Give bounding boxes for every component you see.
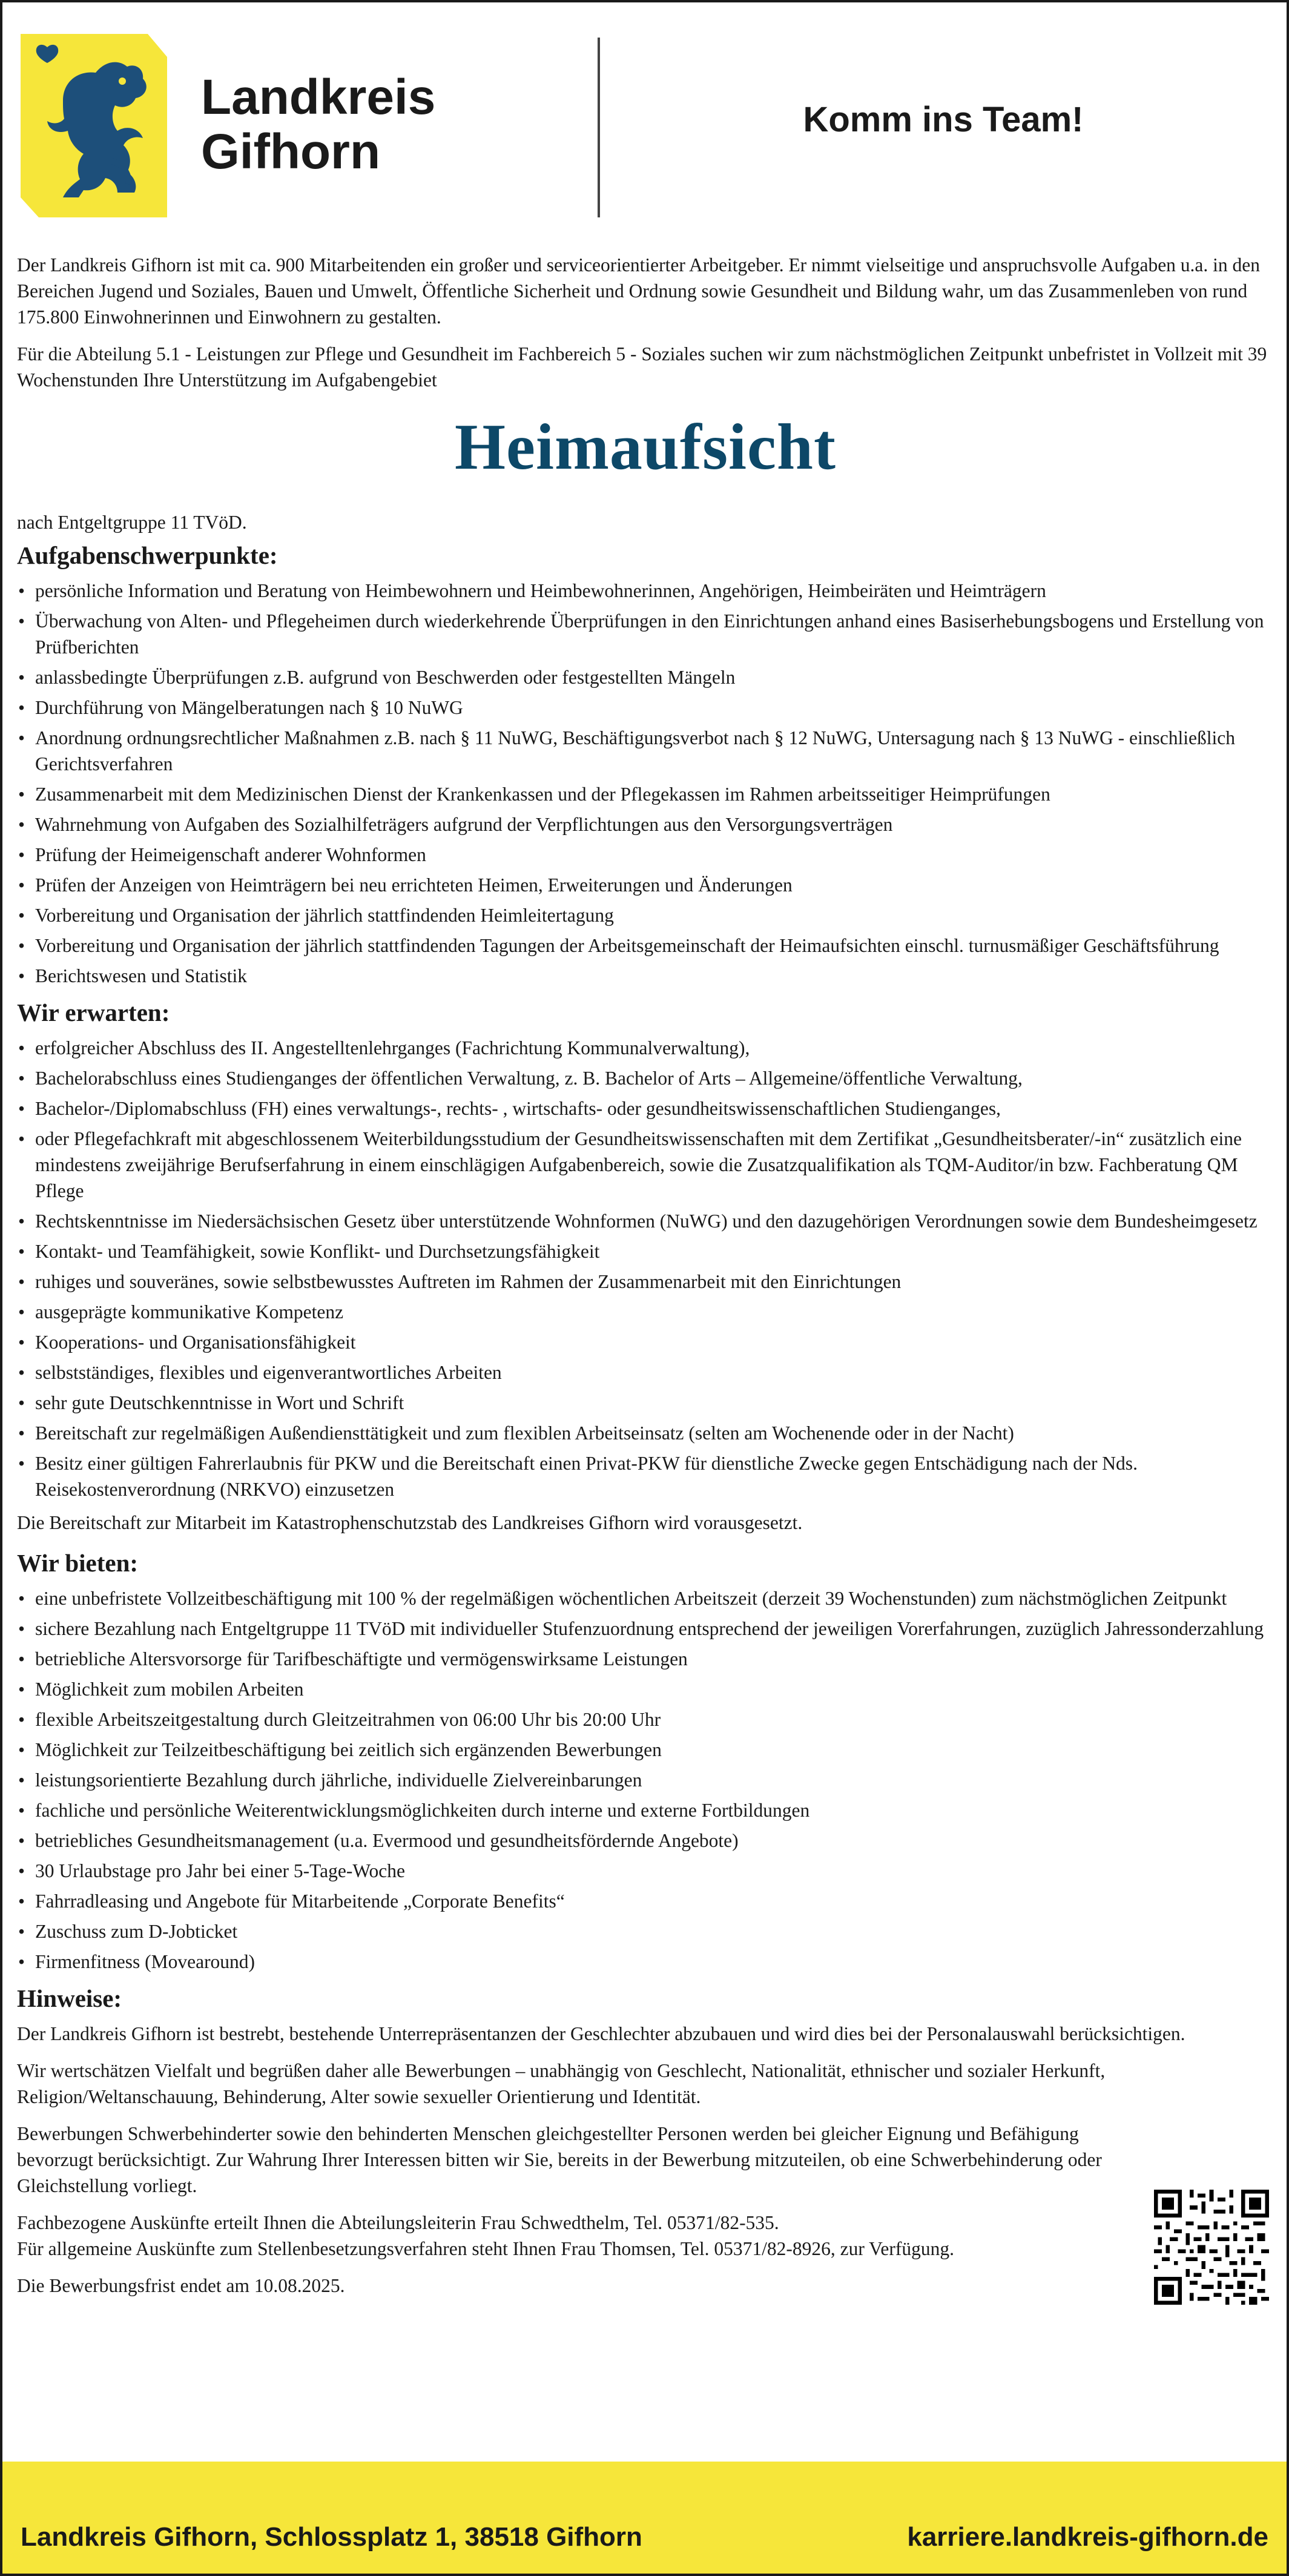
notes-paragraph-2: Wir wertschätzen Vielfalt und begrüßen daher alle Bewerbungen – unabhängig von Geschlecht, Nationalität, ethnischer und sozialer Herkunft, Religion/Weltanschauung, Behinderung, Alter sowie sexueller Orientierung und Identität. bbox=[17, 2060, 1106, 2107]
list-item: • selbstständiges, flexibles und eigenverantwortliches Arbeiten bbox=[17, 1359, 1274, 1385]
notes-heading: Hinweise: bbox=[17, 1984, 122, 2012]
list-item: • ausgeprägte kommunikative Kompetenz bbox=[17, 1299, 1274, 1325]
list-item: • ruhiges und souveränes, sowie selbstbewusstes Auftreten im Rahmen der Zusammenarbeit mit den Einrichtungen bbox=[17, 1269, 1274, 1295]
job-title: Heimaufsicht bbox=[455, 411, 836, 483]
list-item: • Bachelorabschluss eines Studienganges der öffentlichen Verwaltung, z. B. Bachelor of Arts – Allgemeine/öffentliche Verwaltung, bbox=[17, 1065, 1274, 1091]
tasks-list bbox=[17, 578, 1274, 989]
list-item: • Überwachung von Alten- und Pflegeheimen durch wiederkehrende Überprüfungen in den Einrichtungen anhand eines Basiserhebungsbogens und Erstellung von Prüfberichten bbox=[17, 608, 1274, 660]
list-item: • Besitz einer gültigen Fahrerlaubnis für PKW und die Bereitschaft einen Privat-PKW für dienstliche Zwecke gegen Entschädigung nach der Nds. Reisekostenverordnung (NRKVO) einzusetzen bbox=[17, 1450, 1274, 1502]
contact-line-1: Fachbezogene Auskünfte erteilt Ihnen die Abteilungsleiterin Frau Schwedthelm, Tel. 05371/82-535. bbox=[17, 2212, 779, 2233]
qr-code-icon[interactable] bbox=[1154, 2190, 1269, 2305]
list-item: • Vorbereitung und Organisation der jährlich stattfindenden Heimleitertagung bbox=[17, 902, 1274, 928]
contact-block bbox=[17, 2210, 1274, 2299]
expect-list bbox=[17, 1035, 1274, 1502]
list-item: • Bachelor-/Diplomabschluss (FH) eines verwaltungs-, rechts- , wirtschafts- oder gesundheitswissenschaftlichen Studienganges, bbox=[17, 1095, 1274, 1121]
list-item: • Möglichkeit zur Teilzeitbeschäftigung bei zeitlich sich ergänzenden Bewerbungen bbox=[17, 1737, 1274, 1763]
list-item: • leistungsorientierte Bezahlung durch jährliche, individuelle Zielvereinbarungen bbox=[17, 1767, 1274, 1793]
footer bbox=[2, 2462, 1287, 2574]
list-item: • Möglichkeit zum mobilen Arbeiten bbox=[17, 1676, 1274, 1702]
list-item: • Zusammenarbeit mit dem Medizinischen Dienst der Krankenkassen und der Pflegekassen im Rahmen arbeitsseitiger Heimprüfungen bbox=[17, 781, 1274, 807]
list-item: • Firmenfitness (Movearound) bbox=[17, 1949, 1274, 1975]
list-item: • eine unbefristete Vollzeitbeschäftigung mit 100 % der regelmäßigen wöchentlichen Arbeitszeit (derzeit 39 Wochenstunden) zum nächstmöglichen Zeitpunkt bbox=[17, 1585, 1274, 1611]
list-item: • Bereitschaft zur regelmäßigen Außendiensttätigkeit und zum flexiblen Arbeitseinsatz (selten am Wochenende oder in der Nacht) bbox=[17, 1420, 1274, 1446]
notes-paragraph-3: Bewerbungen Schwerbehinderter sowie den behinderten Menschen gleichgestellter Personen werden bei gleicher Eignung und Befähigung bevorzugt berücksichtigt. Zur Wahrung Ihrer Interessen bitten wir Sie, bereits in der Bewerbung mitzuteilen, ob eine Schwerbehinderung oder Gleichstellung vorliegt. bbox=[17, 2123, 1102, 2196]
list-item: • erfolgreicher Abschluss des II. Angestelltenlehrganges (Fachrichtung Kommunalverwaltung), bbox=[17, 1035, 1274, 1061]
list-item: • anlassbedingte Überprüfungen z.B. aufgrund von Beschwerden oder festgestellten Mängeln bbox=[17, 664, 1274, 690]
brand-name bbox=[201, 70, 435, 179]
contact-line-2: Für allgemeine Auskünfte zum Stellenbesetzungsverfahren steht Ihnen Frau Thomsen, Tel. 05371/82-8926, zur Verfügung. bbox=[17, 2238, 954, 2259]
list-item: • sichere Bezahlung nach Entgeltgruppe 11 TVöD mit individueller Stufenzuordnung entsprechend der jeweiligen Vorerfahrungen, zuzüglich Jahressonderzahlung bbox=[17, 1616, 1274, 1642]
list-item: • Kooperations- und Organisationsfähigkeit bbox=[17, 1329, 1274, 1355]
list-item: • Wahrnehmung von Aufgaben des Sozialhilfeträgers aufgrund der Verpflichtungen aus den Versorgungsverträgen bbox=[17, 811, 1274, 837]
list-item: • betriebliches Gesundheitsmanagement (u.a. Evermood und gesundheitsfördernde Angebote) bbox=[17, 1828, 1274, 1854]
list-item: • Rechtskenntnisse im Niedersächsischen Gesetz über unterstützende Wohnformen (NuWG) und den dazugehörigen Verordnungen sowie dem Bundesheimgesetz bbox=[17, 1208, 1274, 1234]
list-item: • fachliche und persönliche Weiterentwicklungsmöglichkeiten durch interne und externe Fortbildungen bbox=[17, 1797, 1274, 1823]
list-item: • sehr gute Deutschkenntnisse in Wort und Schrift bbox=[17, 1390, 1274, 1416]
pay-grade: nach Entgeltgruppe 11 TVöD. bbox=[17, 512, 247, 533]
expect-heading: Wir erwarten: bbox=[17, 999, 170, 1026]
list-item: • Fahrradleasing und Angebote für Mitarbeitende „Corporate Benefits“ bbox=[17, 1888, 1274, 1914]
list-item: • Anordnung ordnungsrechtlicher Maßnahmen z.B. nach § 11 NuWG, Beschäftigungsverbot nach § 12 NuWG, Untersagung nach § 13 NuWG - einschließlich Gerichtsverfahren bbox=[17, 725, 1274, 777]
list-item: • betriebliche Altersvorsorge für Tarifbeschäftigte und vermögenswirksame Leistungen bbox=[17, 1646, 1274, 1672]
lion-logo-icon bbox=[21, 34, 167, 217]
notes-paragraph-1: Der Landkreis Gifhorn ist bestrebt, bestehende Unterrepräsentanzen der Geschlechter abzubauen und wird dies bei der Personalauswahl berücksichtigen. bbox=[17, 2023, 1185, 2044]
brand-line-1: Landkreis bbox=[201, 70, 436, 125]
list-item: • persönliche Information und Beratung von Heimbewohnern und Heimbewohnerinnen, Angehörigen, Heimbeiräten und Heimträgern bbox=[17, 578, 1274, 604]
list-item: • Vorbereitung und Organisation der jährlich stattfindenden Tagungen der Arbeitsgemeinschaft der Heimaufsichten einschl. turnusmäßiger Geschäftsführung bbox=[17, 933, 1274, 959]
list-item: • Zuschuss zum D-Jobticket bbox=[17, 1918, 1274, 1944]
offer-heading: Wir bieten: bbox=[17, 1549, 139, 1577]
list-item: • flexible Arbeitszeitgestaltung durch Gleitzeitrahmen von 06:00 Uhr bis 20:00 Uhr bbox=[17, 1706, 1274, 1732]
slogan: Komm ins Team! bbox=[803, 100, 1084, 139]
header bbox=[2, 2, 1287, 226]
intro-paragraph-1: Der Landkreis Gifhorn ist mit ca. 900 Mitarbeitenden ein großer und serviceorientierter Arbeitgeber. Er nimmt vielseitige und anspruchsvolle Aufgaben u.a. in den Bereichen Jugend und Soziales, Bauen und Umwelt, Öffentliche Sicherheit und Ordnung sowie Gesundheit und Bildung wahr, um das Zusammenleben von rund 175.800 Einwohnerinnen und Einwohnern zu gestalten. bbox=[17, 254, 1261, 328]
application-deadline: Die Bewerbungsfrist endet am 10.08.2025. bbox=[17, 2275, 345, 2296]
expect-note: Die Bereitschaft zur Mitarbeit im Katastrophenschutzstab des Landkreises Gifhorn wird vorausgesetzt. bbox=[17, 1512, 803, 1533]
list-item: • Berichtswesen und Statistik bbox=[17, 963, 1274, 989]
career-website-link[interactable]: karriere.landkreis-gifhorn.de bbox=[907, 2522, 1268, 2552]
offer-list bbox=[17, 1585, 1274, 1975]
intro-paragraph-2: Für die Abteilung 5.1 - Leistungen zur Pflege und Gesundheit im Fachbereich 5 - Soziales suchen wir zum nächstmöglichen Zeitpunkt unbefristet in Vollzeit mit 39 Wochenstunden Ihre Unterstützung im Aufgabengebiet bbox=[17, 343, 1267, 391]
list-item: • Prüfen der Anzeigen von Heimträgern bei neu errichteten Heimen, Erweiterungen und Änderungen bbox=[17, 872, 1274, 898]
list-item: • 30 Urlaubstage pro Jahr bei einer 5-Tage-Woche bbox=[17, 1858, 1274, 1884]
footer-address: Landkreis Gifhorn, Schlossplatz 1, 38518 Gifhorn bbox=[21, 2522, 642, 2552]
tasks-heading: Aufgabenschwerpunkte: bbox=[17, 541, 278, 569]
list-item: • oder Pflegefachkraft mit abgeschlossenem Weiterbildungsstudium der Gesundheitswissenschaften mit dem Zertifikat „Gesundheitsberater/-in“ zusätzlich eine mindestens zweijährige Berufserfahrung in einem einschlägigen Aufgabenbereich, sowie die Zusatzqualifikation als TQM-Auditor/in bzw. Fachberatung QM Pflege bbox=[17, 1126, 1274, 1204]
list-item: • Prüfung der Heimeigenschaft anderer Wohnformen bbox=[17, 842, 1274, 868]
brand-line-2: Gifhorn bbox=[201, 124, 381, 179]
ad-content bbox=[17, 252, 1274, 2299]
list-item: • Durchführung von Mängelberatungen nach § 10 NuWG bbox=[17, 695, 1274, 721]
list-item: • Kontakt- und Teamfähigkeit, sowie Konflikt- und Durchsetzungsfähigkeit bbox=[17, 1238, 1274, 1264]
